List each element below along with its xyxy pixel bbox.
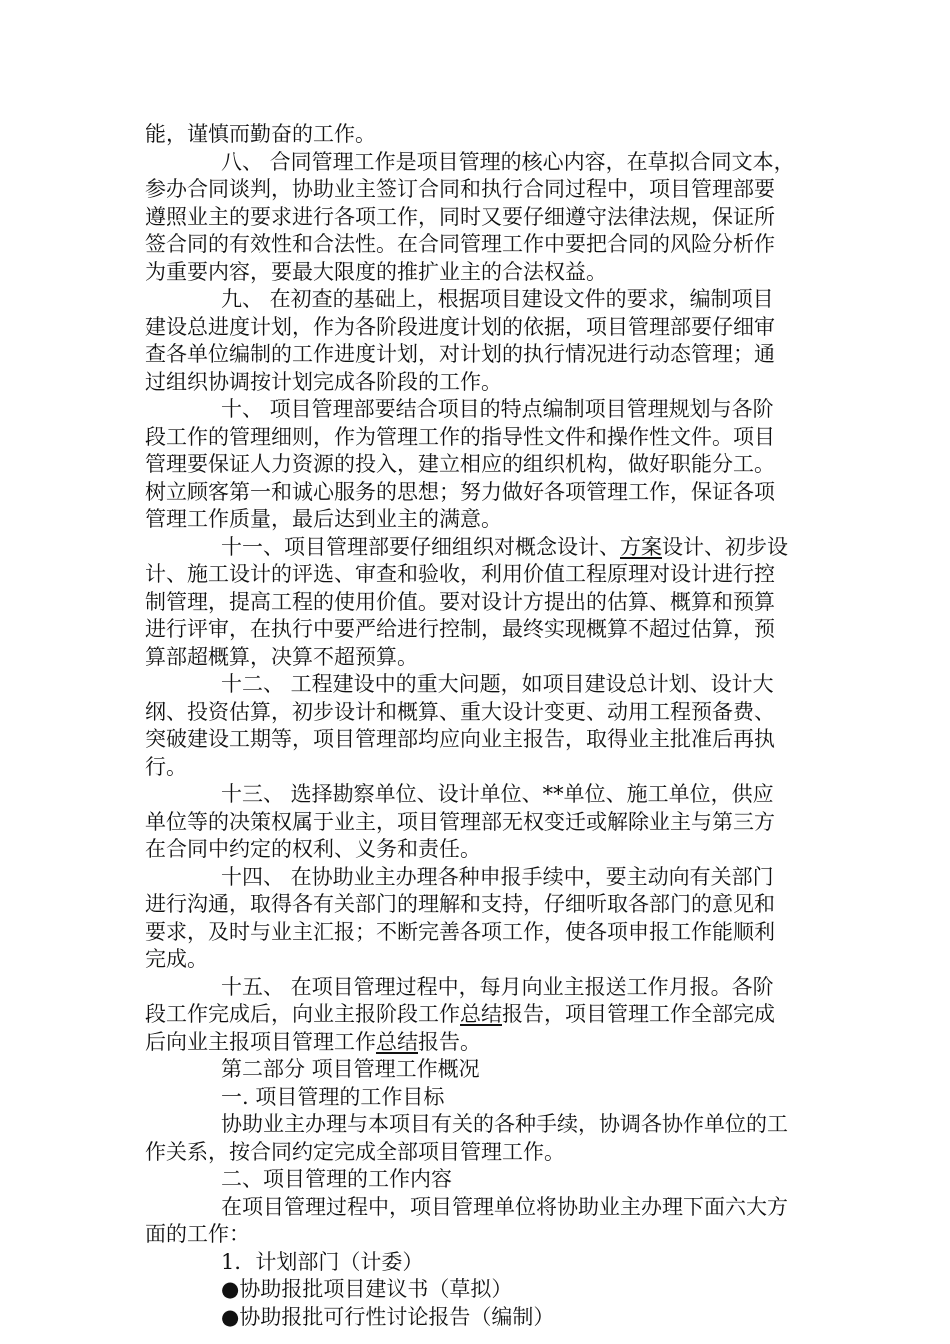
subsection-heading: 一. 项目管理的工作目标 [221, 1084, 445, 1109]
text-segment: 十一、项目管理部要仔细组织对概念设计、 [221, 534, 620, 559]
text-line: 十四、 在协助业主办理各种申报手续中，要主动向有关部门 [221, 864, 774, 889]
text-line [145, 534, 807, 562]
text-segment: 报告。 [418, 1029, 481, 1054]
text-line: 遵照业主的要求进行各项工作，同时又要仔细遵守法律法规，保证所 [145, 204, 775, 229]
text-line: 纲、投资估算，初步设计和概算、重大设计变更、动用工程预备费、 [145, 699, 775, 724]
list-heading: 1．计划部门（计委） [221, 1249, 424, 1274]
text-line: 参办合同谈判，协助业主签订合同和执行合同过程中，项目管理部要 [145, 177, 775, 201]
text-segment: 报告，项目管理工作全部完成 [502, 1002, 775, 1026]
text-line: 八、 合同管理工作是项目管理的核心内容，在草拟合同文本， [221, 149, 795, 174]
text-line: 查各单位编制的工作进度计划，对计划的执行情况进行动态管理；通 [145, 342, 775, 366]
section-heading: 第二部分 项目管理工作概况 [221, 1057, 480, 1081]
text-line: 管理工作质量，最后达到业主的满意。 [145, 507, 502, 531]
document-body [145, 121, 807, 1331]
text-line: 过组织协调按计划完成各阶段的工作。 [145, 369, 502, 394]
text-line: 单位等的决策权属于业主，项目管理部无权变迁或解除业主与第三方 [145, 809, 775, 834]
underlined-link-text[interactable]: 总结 [376, 1029, 418, 1054]
text-line: 十三、 选择勘察单位、设计单位、**单位、施工单位，供应 [221, 782, 774, 806]
text-line: 树立顾客第一和诚心服务的思想；努力做好各项管理工作，保证各项 [145, 479, 775, 504]
text-line: 管理要保证人力资源的投入，建立相应的组织机构，做好职能分工。 [145, 452, 775, 476]
text-segment: 段工作完成后，向业主报阶段工作 [145, 1002, 460, 1026]
text-line: 面的工作： [145, 1222, 250, 1246]
text-line: 签合同的有效性和合法性。在合同管理工作中要把合同的风险分析作 [145, 232, 775, 256]
text-line: 在合同中约定的权利、义务和责任。 [145, 837, 481, 861]
text-line: 作关系，按合同约定完成全部项目管理工作。 [145, 1139, 565, 1164]
text-line: 行。 [145, 754, 187, 779]
text-line: 能，谨慎而勤奋的工作。 [145, 122, 376, 146]
text-line: 突破建设工期等，项目管理部均应向业主报告，取得业主批准后再执 [145, 727, 775, 751]
text-segment: 后向业主报项目管理工作 [145, 1029, 376, 1054]
text-line: 在项目管理过程中，项目管理单位将协助业主办理下面六大方 [221, 1194, 788, 1219]
underlined-link-text[interactable]: 总结 [460, 1002, 502, 1026]
subsection-heading: 二、项目管理的工作内容 [221, 1167, 452, 1191]
text-line: 为重要内容，要最大限度的推扩业主的合法权益。 [145, 259, 607, 284]
text-line: 十二、 工程建设中的重大问题，如项目建设总计划、设计大 [221, 672, 774, 696]
underlined-link-text[interactable]: 方案 [620, 534, 662, 559]
text-line: 制管理，提高工程的使用价值。要对设计方提出的估算、概算和预算 [145, 589, 775, 614]
text-segment: 设计、初步设 [662, 534, 788, 559]
text-line: 计、施工设计的评选、审查和验收，利用价值工程原理对设计进行控 [145, 562, 775, 586]
text-line: 协助业主办理与本项目有关的各种手续，协调各协作单位的工 [221, 1112, 788, 1136]
text-line [145, 1029, 807, 1057]
text-line: 算部超概算，决算不超预算。 [145, 644, 418, 669]
text-line: 十、 项目管理部要结合项目的特点编制项目管理规划与各阶 [221, 397, 774, 421]
text-line: 建设总进度计划，作为各阶段进度计划的依据，项目管理部要仔细审 [145, 314, 775, 339]
bullet-item: ●协助报批项目建议书（草拟） [221, 1277, 513, 1301]
text-line [145, 1001, 807, 1029]
text-line: 九、 在初查的基础上，根据项目建设文件的要求，编制项目 [221, 287, 774, 311]
text-line: 十五、 在项目管理过程中，每月向业主报送工作月报。各阶 [221, 974, 774, 999]
text-line: 段工作的管理细则，作为管理工作的指导性文件和操作性文件。项目 [145, 424, 775, 449]
text-line: 要求，及时与业主汇报；不断完善各项工作，使各项申报工作能顺利 [145, 919, 775, 944]
bullet-item: ●协助报批可行性讨论报告（编制） [221, 1304, 555, 1329]
text-line: 进行沟通，取得各有关部门的理解和支持，仔细听取各部门的意见和 [145, 892, 775, 916]
text-line: 进行评审，在执行中要严给进行控制，最终实现概算不超过估算，预 [145, 617, 775, 641]
text-line: 完成。 [145, 947, 208, 971]
